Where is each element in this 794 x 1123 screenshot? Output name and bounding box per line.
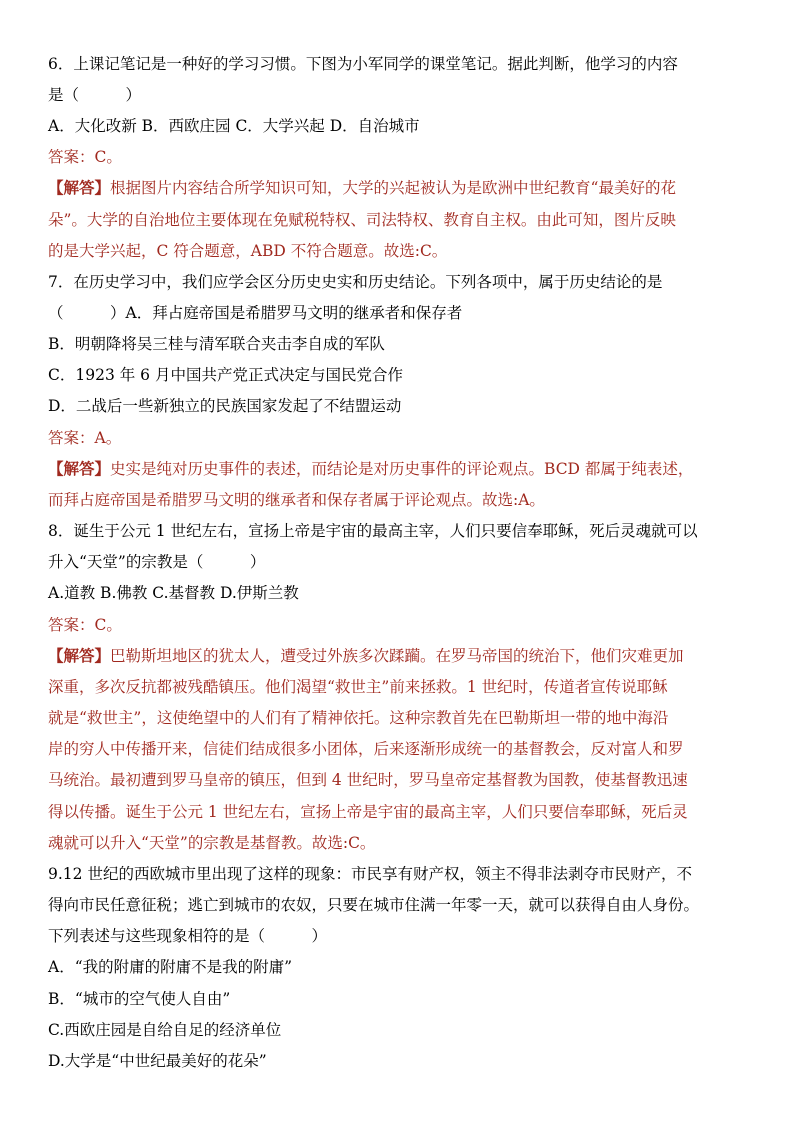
- q6-answer: 答案：C。: [48, 148, 122, 166]
- q7-analysis-line-2: 而拜占庭帝国是希腊罗马文明的继承者和保存者属于评论观点。故选:A。: [48, 491, 545, 509]
- q8-analysis-line-5: 马统治。最初遭到罗马皇帝的镇压，但到 4 世纪时，罗马皇帝定基督教为国教，使基督教迅速: [48, 771, 688, 789]
- analysis-tag: 【解答】: [48, 178, 111, 197]
- q7-answer: 答案：A。: [48, 429, 122, 447]
- q9-option-b: B．“城市的空气使人自由”: [48, 990, 231, 1008]
- q6-analysis-line-2: 朵”。大学的自治地位主要体现在免赋税特权、司法特权、教育自主权。由此可知，图片反映: [48, 211, 676, 229]
- q8-analysis-line-7: 魂就可以升入“天堂”的宗教是基督教。故选:C。: [48, 834, 376, 852]
- q8-analysis-line-3: 就是“救世主”，这使绝望中的人们有了精神依托。这种宗教首先在巴勒斯坦一带的地中海沿: [48, 709, 669, 727]
- q6-stem-line-1: 6．上课记笔记是一种好的学习习惯。下图为小军同学的课堂笔记。据此判断，他学习的内容: [48, 55, 678, 73]
- analysis-text: 史实是纯对历史事件的表述，而结论是对历史事件的评论观点。BCD 都属于纯表述，: [110, 460, 694, 478]
- q8-answer: 答案：C。: [48, 616, 122, 634]
- q9-option-d: D.大学是“中世纪最美好的花朵”: [48, 1052, 267, 1070]
- q9-option-a: A．“我的附庸的附庸不是我的附庸”: [48, 958, 293, 976]
- analysis-text: 巴勒斯坦地区的犹太人，遭受过外族多次蹂躏。在罗马帝国的统治下，他们灾难更加: [110, 647, 684, 665]
- q6-analysis-line-1: [48, 176, 748, 200]
- q6-analysis-line-3: 的是大学兴起，C 符合题意，ABD 不符合题意。故选:C。: [48, 242, 448, 260]
- q9-stem-line-2: 得向市民任意征税；逃亡到城市的农奴，只要在城市住满一年零一天，就可以获得自由人身份。: [48, 896, 700, 914]
- q8-stem-line-2: 升入“天堂”的宗教是（ ）: [48, 553, 266, 571]
- q8-analysis-line-1: [48, 644, 748, 668]
- q9-stem-line-3: 下列表述与这些现象相符的是（ ）: [48, 927, 328, 945]
- analysis-tag: 【解答】: [48, 646, 111, 665]
- q7-option-d: D．二战后一些新独立的民族国家发起了不结盟运动: [48, 397, 402, 415]
- q9-option-c: C.西欧庄园是自给自足的经济单位: [48, 1021, 282, 1039]
- analysis-text: 根据图片内容结合所学知识可知，大学的兴起被认为是欧洲中世纪教育“最美好的花: [110, 179, 676, 197]
- q7-stem: 7．在历史学习中，我们应学会区分历史史实和历史结论。下列各项中，属于历史结论的是: [48, 273, 663, 291]
- q8-analysis-line-4: 岸的穷人中传播开来，信徒们结成很多小团体，后来逐渐形成统一的基督教会，反对富人和罗: [48, 740, 684, 758]
- q7-option-c: C．1923 年 6 月中国共产党正式决定与国民党合作: [48, 366, 403, 384]
- q7-analysis-line-1: [48, 457, 748, 481]
- q8-analysis-line-2: 深重，多次反抗都被残酷镇压。他们渴望“救世主”前来拯救。1 世纪时，传道者宣传说耶稣: [48, 678, 668, 696]
- analysis-tag: 【解答】: [48, 459, 111, 478]
- q8-options: A.道教 B.佛教 C.基督教 D.伊斯兰教: [48, 584, 299, 602]
- q9-stem-line-1: 9.12 世纪的西欧城市里出现了这样的现象：市民享有财产权，领主不得非法剥夺市民财产，不: [48, 865, 692, 883]
- q6-stem-line-2: 是（ ）: [48, 86, 142, 104]
- q6-options: A．大化改新 B．西欧庄园 C．大学兴起 D．自治城市: [48, 117, 420, 135]
- q7-stem-option-a: （ ）A．拜占庭帝国是希腊罗马文明的继承者和保存者: [48, 304, 463, 322]
- q8-analysis-line-6: 得以传播。诞生于公元 1 世纪左右，宣扬上帝是宇宙的最高主宰，人们只要信奉耶稣，死后灵: [48, 803, 688, 821]
- q8-stem-line-1: 8．诞生于公元 1 世纪左右，宣扬上帝是宇宙的最高主宰，人们只要信奉耶稣，死后灵魂就可以: [48, 522, 698, 540]
- q7-option-b: B．明朝降将吴三桂与清军联合夹击李自成的军队: [48, 335, 385, 353]
